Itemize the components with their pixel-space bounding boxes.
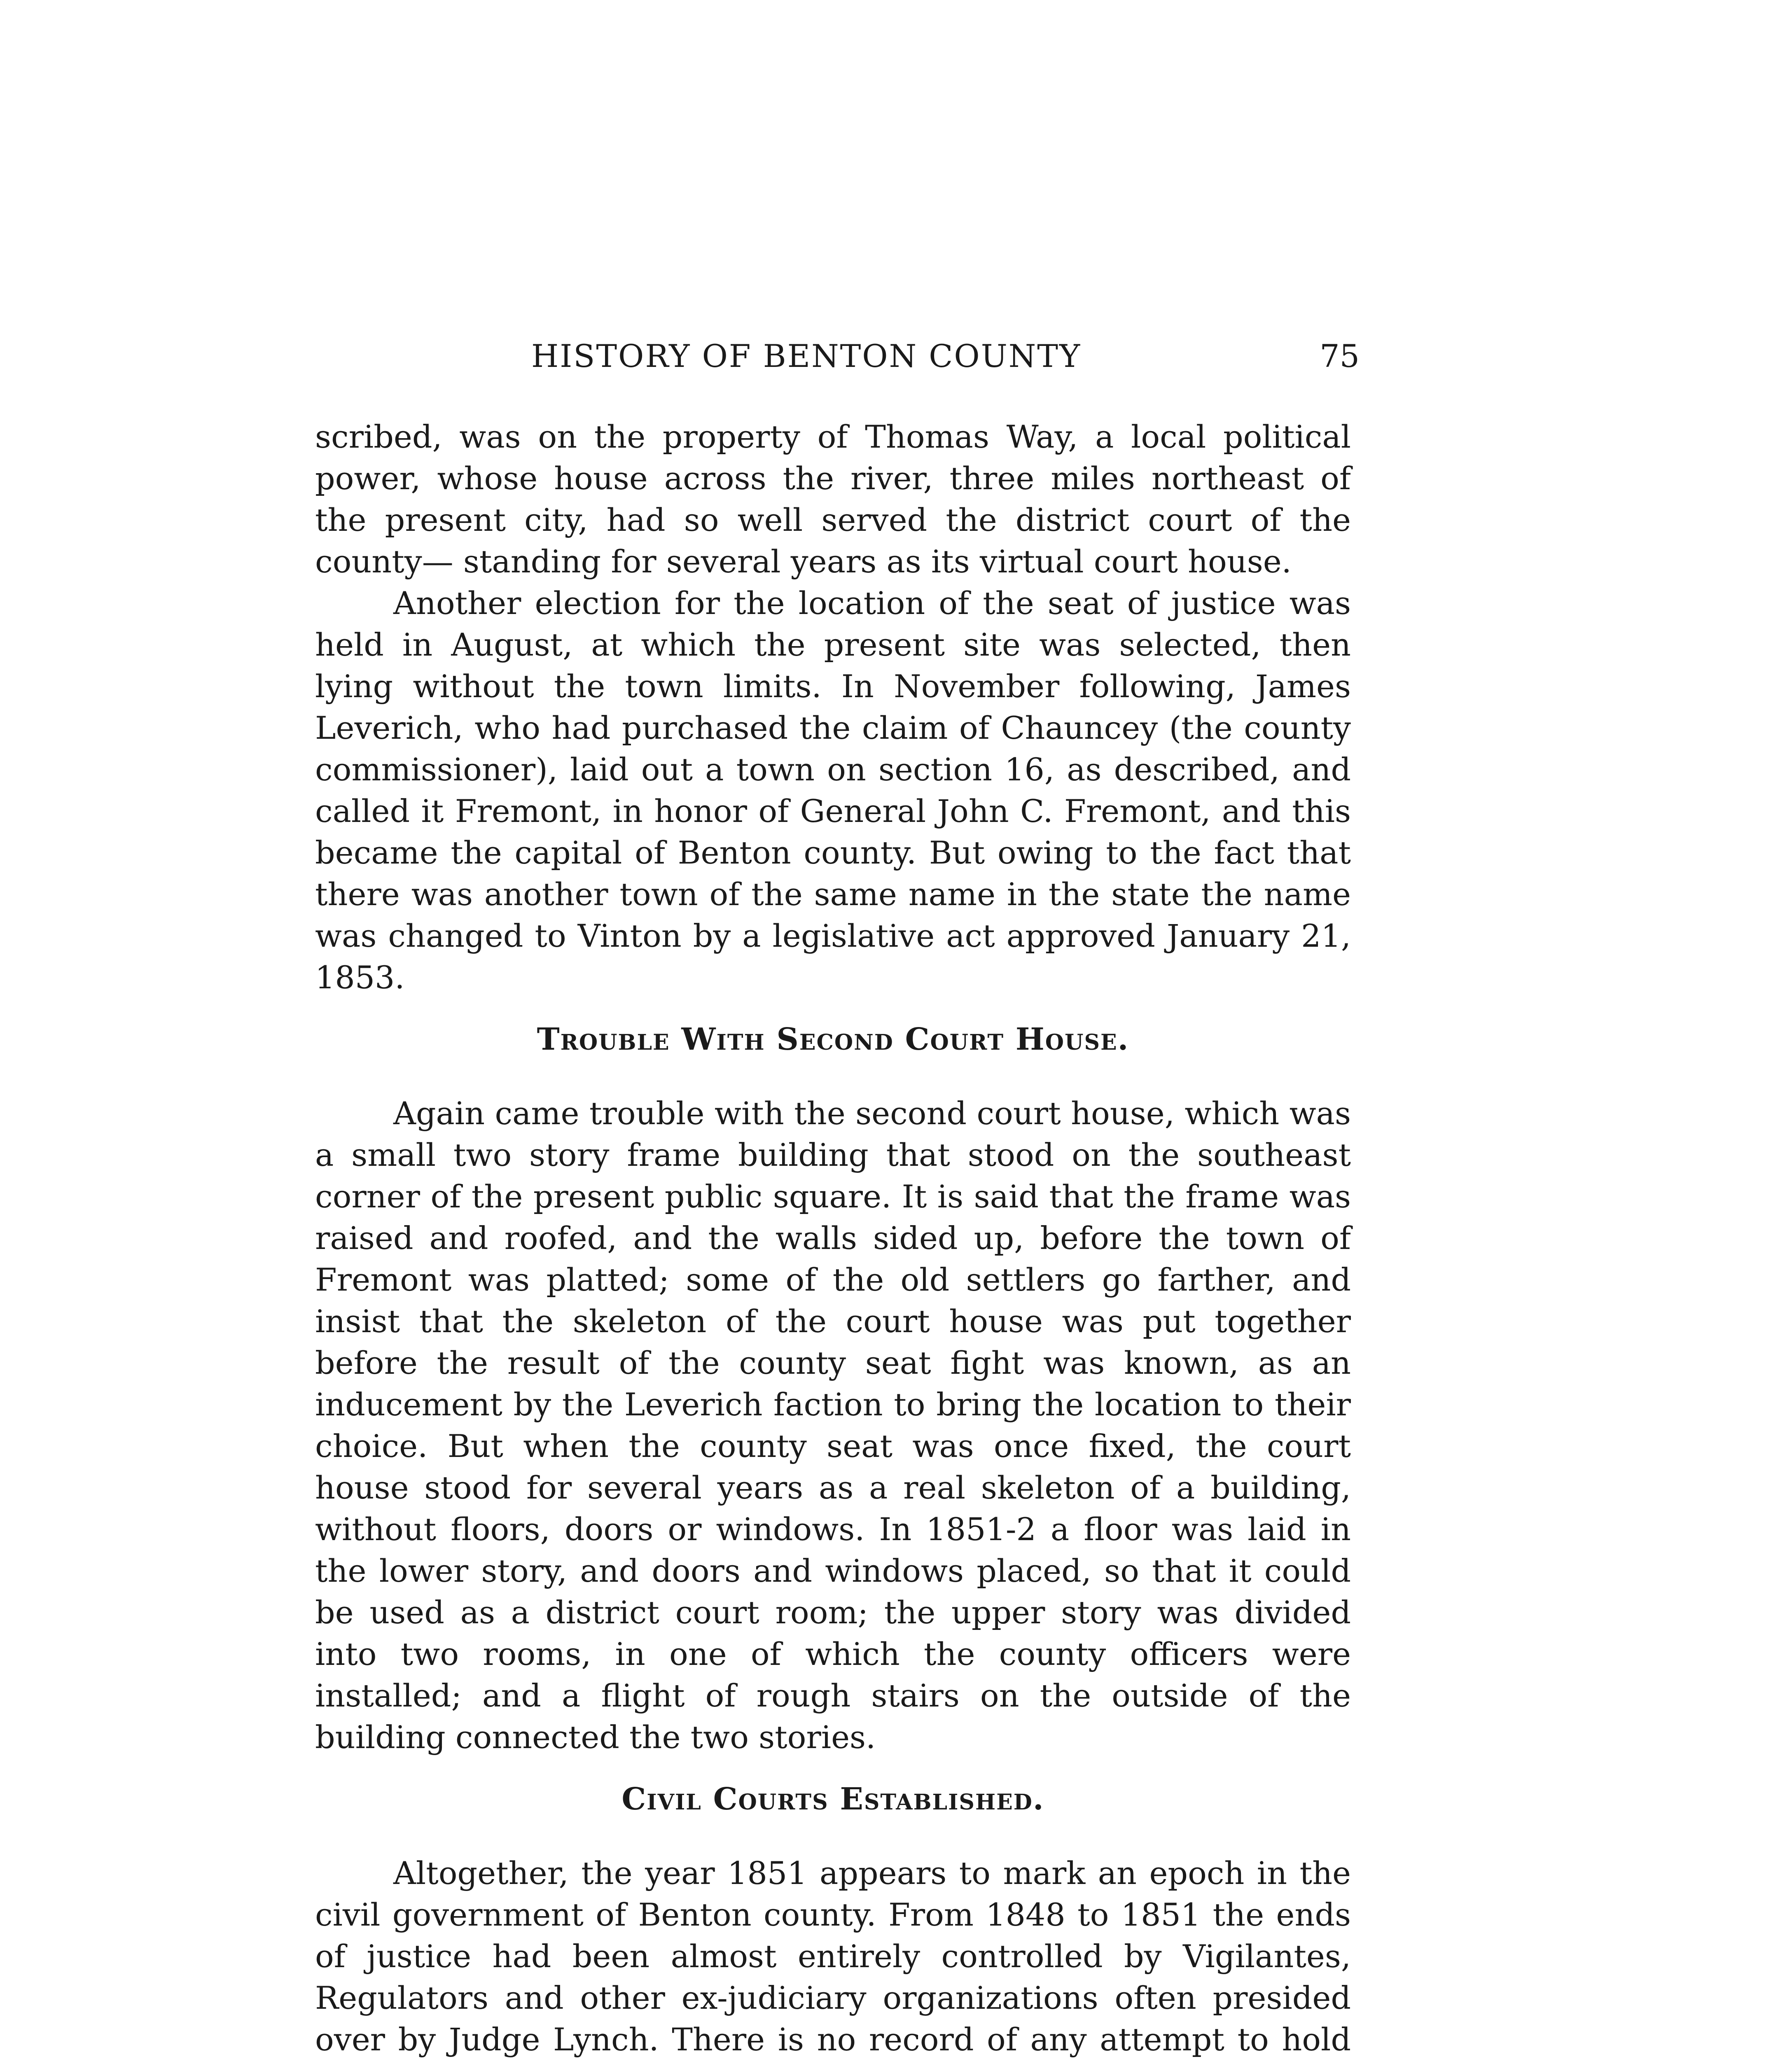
section-heading-trouble: Trouble With Second Court House.: [537, 1022, 1129, 1057]
paragraph-election: Another election for the location of the seat of justice was held in August, at which the present site was selected, then lying without the town limits. In November following, James Leverich, who had purchased the claim of Chauncey (the county commissioner), laid out a town on section 16, as described, and called it Fremont, in honor of General John C. Fremont, and this became the capital of Benton county. But owing to the fact that there was another town of the same name in the state the name was changed to Vinton by a legislative act approved January 21, 1853.: [315, 585, 1351, 996]
page-body: [315, 416, 1351, 2059]
page-number: 75: [1320, 338, 1360, 374]
paragraph-continued: scribed, was on the property of Thomas Way, a local political power, whose house across the river, three miles northeast of the present city, had so well served the district court of the county— standing for several years as its virtual court house.: [315, 418, 1351, 580]
running-head: HISTORY OF BENTON COUNTY: [531, 338, 1082, 374]
paragraph-civil-courts: Altogether, the year 1851 appears to mark an epoch in the civil government of Benton county. From 1848 to 1851 the ends of justice had been almost entirely controlled by Vigilantes, Regulators and other ex-judiciary organizations often presided over by Judge Lynch. There is no record of any attempt to hold: [315, 1855, 1351, 2058]
paragraph-court-house: Again came trouble with the second court house, which was a small two story frame building that stood on the southeast corner of the present public square. It is said that the frame was raised and roofed, and the walls sided up, before the town of Fremont was platted; some of the old settlers go farther, and insist that the skeleton of the court house was put together before the result of the county seat fight was known, as an inducement by the Leverich faction to bring the location to their choice. But when the county seat was once fixed, the court house stood for several years as a real skeleton of a building, without floors, doors or windows. In 1851-2 a floor was laid in the lower story, and doors and windows placed, so that it could be used as a district court room; the upper story was divided into two rooms, in one of which the county officers were installed; and a flight of rough stairs on the outside of the building connected the two stories.: [315, 1095, 1351, 1756]
section-heading-civil-courts: Civil Courts Established.: [621, 1781, 1044, 1817]
page-header: [0, 334, 1792, 379]
